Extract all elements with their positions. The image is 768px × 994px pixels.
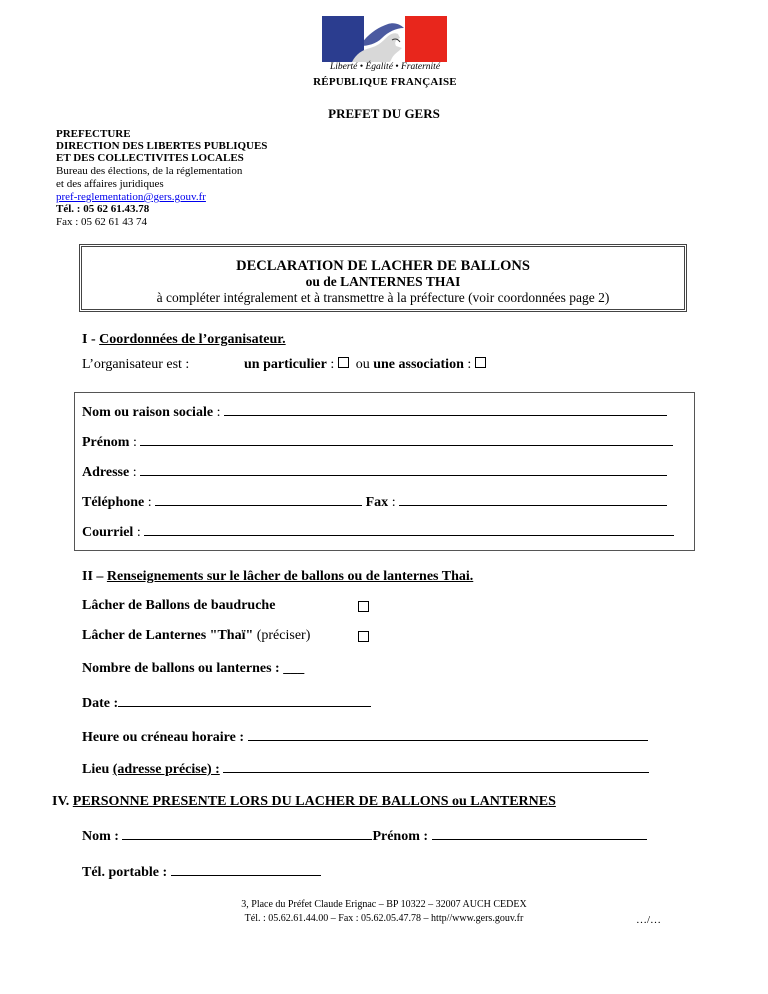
adresse-row: Adresse : bbox=[82, 463, 667, 481]
prefet-title: PREFET DU GERS bbox=[328, 106, 440, 121]
header-collectivites: ET DES COLLECTIVITES LOCALES bbox=[56, 152, 244, 164]
prenom-field[interactable] bbox=[140, 433, 673, 446]
particulier-label: un particulier bbox=[244, 357, 327, 372]
courriel-row: Courriel : bbox=[82, 523, 674, 541]
heure-row bbox=[82, 728, 648, 746]
header-affaires: et des affaires juridiques bbox=[56, 178, 164, 190]
section-4-number: IV. bbox=[52, 794, 70, 809]
nom-raison-sociale-row: Nom ou raison sociale : bbox=[82, 403, 667, 421]
date-row bbox=[82, 694, 371, 712]
nombre-field[interactable]: ___ bbox=[283, 661, 305, 676]
personne-prenom-field[interactable] bbox=[432, 827, 647, 840]
baudruche-checkbox[interactable] bbox=[358, 601, 369, 612]
heure-field[interactable] bbox=[248, 728, 648, 741]
telephone-field[interactable] bbox=[155, 493, 362, 506]
personne-tel-field[interactable] bbox=[171, 863, 321, 876]
declaration-title: DECLARATION DE LACHER DE BALLONS bbox=[236, 258, 530, 274]
courriel-label: Courriel bbox=[82, 525, 134, 540]
nombre-label: Nombre de ballons ou lanternes : bbox=[82, 661, 284, 676]
ou-label: ou bbox=[355, 357, 370, 372]
declaration-title-box bbox=[79, 244, 687, 312]
courriel-field[interactable] bbox=[144, 523, 674, 536]
lanternes-row bbox=[82, 628, 310, 644]
lieu-field[interactable] bbox=[223, 760, 649, 773]
telephone-label: Téléphone bbox=[82, 495, 145, 510]
lieu-row bbox=[82, 760, 649, 778]
personne-prenom-label: Prénom : bbox=[372, 829, 429, 844]
organisateur-label: L’organisateur est : bbox=[82, 357, 190, 372]
organisateur-type-row bbox=[244, 357, 486, 373]
header-prefecture: PREFECTURE bbox=[56, 128, 131, 140]
fax-field[interactable] bbox=[399, 493, 667, 506]
nombre-row bbox=[82, 661, 304, 677]
declaration-instructions: à compléter intégralement et à transmettre à la préfecture (voir coordonnées page 2) bbox=[156, 290, 610, 305]
personne-nom-field[interactable] bbox=[122, 827, 372, 840]
personne-nom-row bbox=[82, 827, 647, 845]
marianne-logo bbox=[322, 16, 447, 62]
lanternes-label: Lâcher de Lanternes "Thaï" bbox=[82, 628, 254, 643]
lanternes-checkbox[interactable] bbox=[358, 631, 369, 642]
page-continuation: …/… bbox=[636, 914, 662, 926]
association-checkbox[interactable] bbox=[475, 357, 486, 368]
section-1-title: Coordonnées de l’organisateur. bbox=[99, 332, 286, 347]
section-2-title: Renseignements sur le lâcher de ballons ou de lanternes Thai. bbox=[106, 569, 474, 584]
adresse-field[interactable] bbox=[140, 463, 667, 476]
colon: : bbox=[463, 357, 475, 372]
particulier-checkbox[interactable] bbox=[338, 357, 349, 368]
fax-label: Fax bbox=[365, 495, 389, 510]
association-label: une association bbox=[373, 357, 464, 372]
nom-raison-sociale-label: Nom ou raison sociale bbox=[82, 405, 214, 420]
declaration-subtitle: ou de LANTERNES THAI bbox=[305, 274, 461, 289]
section-1-heading bbox=[82, 332, 286, 348]
section-4-heading bbox=[52, 794, 556, 810]
section-4-title: PERSONNE PRESENTE LORS DU LACHER DE BALLONS ou LANTERNES bbox=[72, 794, 556, 809]
personne-nom-label: Nom : bbox=[82, 829, 119, 844]
header-direction: DIRECTION DES LIBERTES PUBLIQUES bbox=[56, 140, 268, 152]
baudruche-label: Lâcher de Ballons de baudruche bbox=[82, 598, 276, 613]
header-fax: Fax : 05 62 61 43 74 bbox=[56, 216, 148, 228]
section-1-number: I - bbox=[82, 332, 100, 347]
preciser-label: (préciser) bbox=[253, 628, 311, 643]
personne-tel-row bbox=[82, 863, 321, 881]
nom-raison-sociale-field[interactable] bbox=[224, 403, 667, 416]
republique-francaise: RÉPUBLIQUE FRANÇAISE bbox=[313, 76, 457, 88]
colon: : bbox=[326, 357, 338, 372]
adresse-label: Adresse bbox=[82, 465, 130, 480]
header-tel: Tél. : 05 62 61.43.78 bbox=[56, 203, 150, 215]
personne-tel-label: Tél. portable : bbox=[82, 865, 168, 880]
heure-label: Heure ou créneau horaire : bbox=[82, 730, 245, 745]
lieu-precis-label: (adresse précise) : bbox=[112, 762, 220, 777]
republic-motto: Liberté • Égalité • Fraternité bbox=[329, 62, 441, 72]
header-email-link[interactable]: pref-reglementation@gers.gouv.fr bbox=[56, 191, 206, 203]
footer-contact: Tél. : 05.62.61.44.00 – Fax : 05.62.05.47.78 – http//www.gers.gouv.fr bbox=[244, 913, 524, 924]
prenom-row: Prénom : bbox=[82, 433, 673, 451]
footer-address: 3, Place du Préfet Claude Erignac – BP 10322 – 32007 AUCH CEDEX bbox=[241, 899, 527, 910]
prenom-label: Prénom bbox=[82, 435, 130, 450]
lieu-label: Lieu bbox=[82, 762, 113, 777]
header-bureau: Bureau des élections, de la réglementation bbox=[56, 165, 243, 177]
date-label: Date : bbox=[82, 696, 119, 711]
telephone-row: Téléphone : Fax : bbox=[82, 493, 667, 511]
section-2-number: II – bbox=[82, 569, 107, 584]
date-field[interactable] bbox=[118, 694, 371, 707]
section-2-heading bbox=[82, 569, 473, 585]
